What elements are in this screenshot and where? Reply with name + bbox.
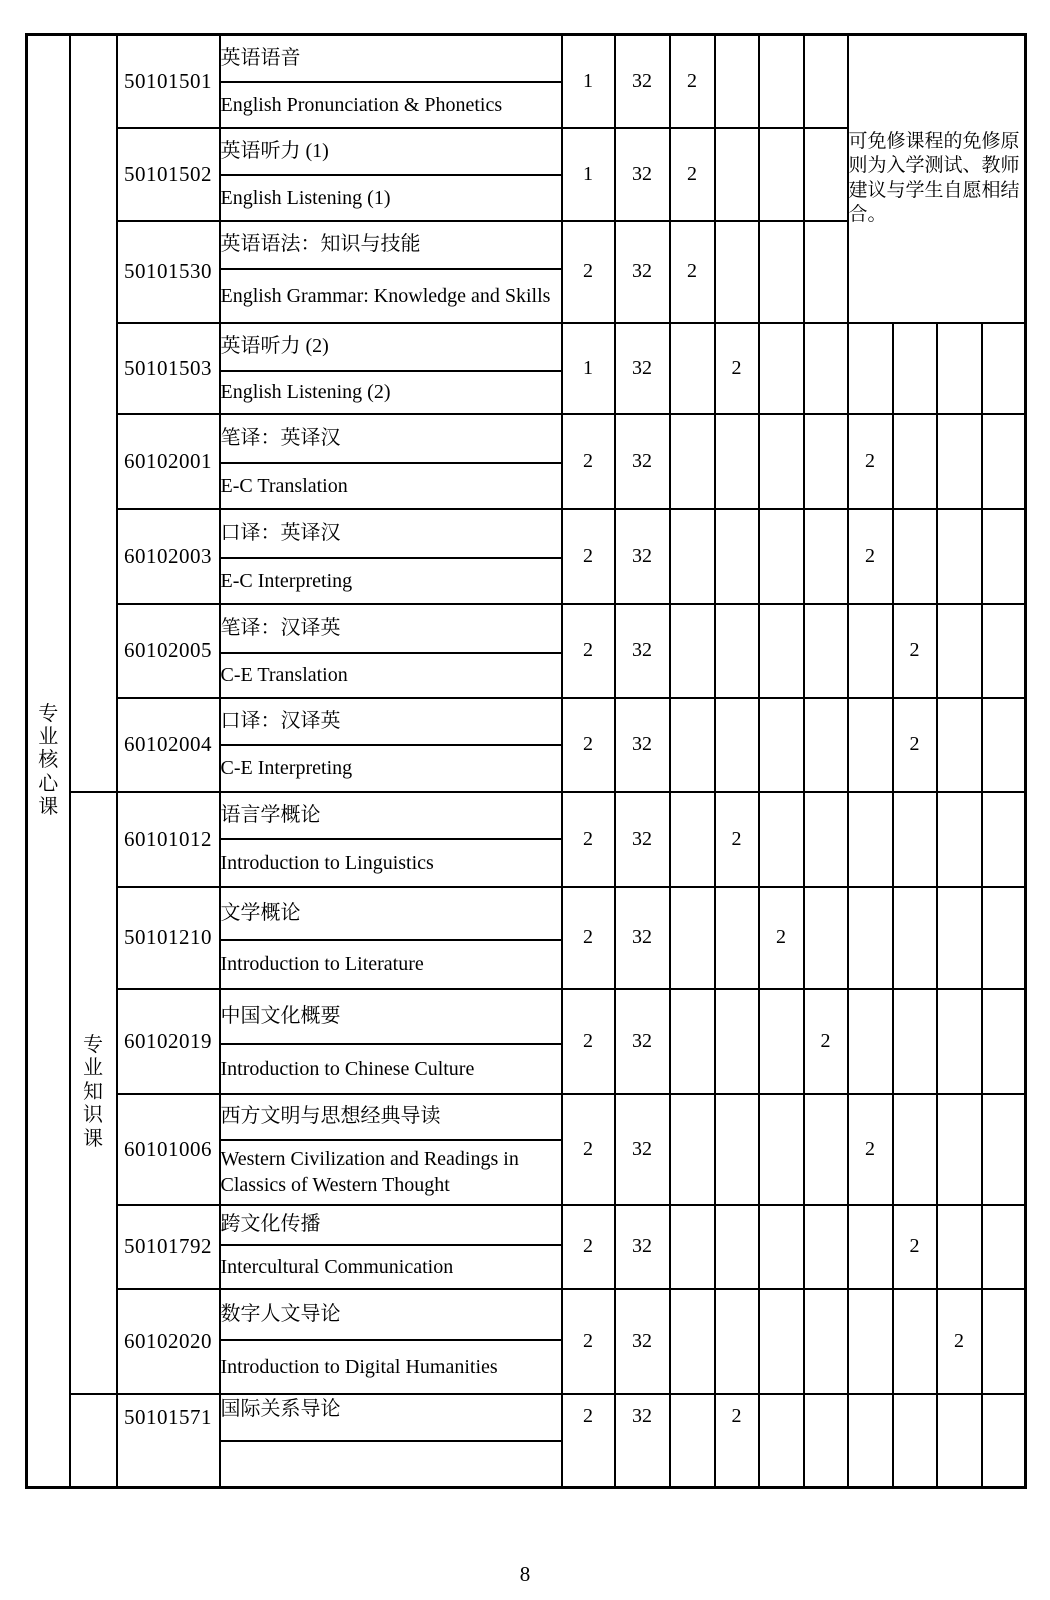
course-name-en: English Pronunciation & Phonetics [220,82,562,128]
semester-cell-5 [848,792,893,887]
semester-cell-1 [670,792,715,887]
credits-cell: 2 [562,887,615,989]
semester-cell-2 [715,989,759,1094]
course-row-cn [27,887,1026,940]
semester-cell-4 [804,887,848,989]
semester-cell-3: 2 [759,887,804,989]
semester-cell-4 [804,604,848,698]
course-row-cn [27,1094,1026,1140]
semester-cell-4 [804,792,848,887]
credits-cell: 2 [562,509,615,604]
hours-cell: 32 [615,1205,670,1289]
semester-cell-5 [848,323,893,414]
course-name-en: Introduction to Linguistics [220,839,562,887]
course-name-cn: 中国文化概要 [220,989,562,1044]
semester-cell-6 [893,414,937,509]
course-name-en: Introduction to Chinese Culture [220,1044,562,1094]
category-secondary-cell-label: 专业知识课 [83,1034,103,1150]
course-row-cn [27,1289,1026,1340]
course-name-cn: 口译：汉译英 [220,698,562,745]
credits-cell: 2 [562,414,615,509]
semester-cell-7 [937,792,982,887]
course-code: 50101530 [117,221,220,323]
hours-cell: 32 [615,414,670,509]
credits-cell: 1 [562,323,615,414]
semester-cell-4 [804,323,848,414]
category-secondary-empty-cell [70,35,117,792]
semester-cell-4 [804,1289,848,1394]
semester-cell-8 [982,323,1026,414]
hours-cell: 32 [615,509,670,604]
semester-cell-1 [670,509,715,604]
hours-cell: 32 [615,604,670,698]
course-code: 50101571 [117,1394,220,1488]
semester-cell-1 [670,1289,715,1394]
course-name-en: Intercultural Communication [220,1245,562,1289]
semester-cell-3 [759,1094,804,1205]
credits-cell: 2 [562,698,615,792]
semester-cell-7 [937,1094,982,1205]
semester-cell-1 [670,323,715,414]
course-code: 50101501 [117,35,220,128]
semester-cell-7 [937,698,982,792]
course-name-cn: 英语听力 (2) [220,323,562,371]
semester-cell-8 [982,604,1026,698]
semester-cell-1 [670,414,715,509]
course-code: 60102001 [117,414,220,509]
hours-cell: 32 [615,221,670,323]
course-name-cn: 文学概论 [220,887,562,940]
hours-cell: 32 [615,35,670,128]
semester-cell-7 [937,414,982,509]
course-code: 50101502 [117,128,220,221]
semester-cell-2: 2 [715,1394,759,1488]
semester-cell-6 [893,509,937,604]
semester-cell-8 [982,989,1026,1094]
semester-cell-1 [670,989,715,1094]
course-name-en: C-E Interpreting [220,745,562,792]
semester-cell-7 [937,887,982,989]
semester-cell-8 [982,698,1026,792]
semester-cell-2 [715,1094,759,1205]
semester-cell-2 [715,35,759,128]
curriculum-table-grid [25,33,1027,1489]
semester-cell-4 [804,221,848,323]
semester-cell-3 [759,1205,804,1289]
hours-cell: 32 [615,887,670,989]
course-code: 60101006 [117,1094,220,1205]
course-name-en: E-C Translation [220,463,562,509]
semester-cell-3 [759,128,804,221]
page-number: 8 [519,1562,531,1586]
semester-cell-4 [804,509,848,604]
curriculum-table [25,33,1027,1429]
course-name-cn: 英语听力 (1) [220,128,562,175]
course-row-cn [27,604,1026,653]
semester-cell-6: 2 [893,698,937,792]
category-primary-cell-label: 专业核心课 [38,702,59,819]
course-row-cn [27,35,1026,82]
course-name-en [220,1441,562,1488]
course-code: 50101503 [117,323,220,414]
semester-cell-6 [893,1289,937,1394]
semester-cell-4 [804,1205,848,1289]
credits-cell: 2 [562,1394,615,1488]
semester-cell-4 [804,1394,848,1488]
hours-cell: 32 [615,792,670,887]
semester-cell-7 [937,1205,982,1289]
course-name-cn: 跨文化传播 [220,1205,562,1245]
course-row-cn [27,414,1026,463]
semester-cell-5: 2 [848,509,893,604]
semester-cell-7 [937,604,982,698]
course-name-cn: 国际关系导论 [220,1394,562,1441]
semester-cell-3 [759,1394,804,1488]
semester-cell-8 [982,1394,1026,1488]
semester-cell-6 [893,1394,937,1488]
semester-cell-3 [759,323,804,414]
course-name-cn: 语言学概论 [220,792,562,839]
semester-cell-7 [937,323,982,414]
semester-cell-1: 2 [670,128,715,221]
semester-cell-6: 2 [893,1205,937,1289]
semester-cell-1: 2 [670,221,715,323]
course-code: 60102004 [117,698,220,792]
hours-cell: 32 [615,323,670,414]
semester-cell-2: 2 [715,323,759,414]
course-name-en: Western Civilization and Readings in Classics of Western Thought [220,1140,562,1205]
hours-cell: 32 [615,698,670,792]
course-name-en: Introduction to Digital Humanities [220,1340,562,1394]
semester-cell-1 [670,1205,715,1289]
course-name-en: E-C Interpreting [220,558,562,604]
course-row-cn [27,1394,1026,1441]
semester-cell-2: 2 [715,792,759,887]
credits-cell: 2 [562,604,615,698]
semester-cell-6 [893,887,937,989]
course-code: 60102005 [117,604,220,698]
category-secondary-cell [70,792,117,1394]
semester-cell-3 [759,1289,804,1394]
semester-cell-2 [715,221,759,323]
semester-cell-4 [804,1094,848,1205]
semester-cell-8 [982,414,1026,509]
semester-cell-2 [715,414,759,509]
semester-cell-1 [670,1394,715,1488]
semester-cell-2 [715,128,759,221]
semester-cell-3 [759,221,804,323]
semester-cell-4 [804,414,848,509]
semester-cell-5 [848,698,893,792]
course-code: 60102019 [117,989,220,1094]
course-code: 50101792 [117,1205,220,1289]
semester-cell-8 [982,1094,1026,1205]
category-next-group-cell [70,1394,117,1488]
course-name-en: English Listening (2) [220,371,562,414]
semester-cell-8 [982,509,1026,604]
semester-cell-2 [715,1289,759,1394]
course-row-cn [27,792,1026,839]
semester-cell-3 [759,604,804,698]
semester-cell-8 [982,887,1026,989]
credits-cell: 1 [562,35,615,128]
hours-cell: 32 [615,1394,670,1488]
course-row-cn [27,323,1026,371]
semester-cell-3 [759,989,804,1094]
semester-cell-7 [937,1394,982,1488]
semester-cell-5 [848,1289,893,1394]
semester-cell-7 [937,989,982,1094]
semester-cell-5 [848,887,893,989]
course-row-cn [27,989,1026,1044]
credits-cell: 2 [562,989,615,1094]
course-row-cn [27,509,1026,558]
course-name-cn: 笔译：英译汉 [220,414,562,463]
semester-cell-2 [715,887,759,989]
hours-cell: 32 [615,989,670,1094]
hours-cell: 32 [615,1094,670,1205]
semester-cell-6 [893,1094,937,1205]
semester-cell-3 [759,509,804,604]
semester-cell-3 [759,414,804,509]
semester-cell-4 [804,698,848,792]
credits-cell: 2 [562,1289,615,1394]
semester-cell-1 [670,887,715,989]
credits-cell: 2 [562,792,615,887]
course-code: 50101210 [117,887,220,989]
semester-cell-8 [982,1205,1026,1289]
semester-cell-2 [715,1205,759,1289]
category-primary-cell [27,35,70,1488]
semester-cell-3 [759,698,804,792]
semester-cell-1 [670,604,715,698]
semester-cell-1 [670,1094,715,1205]
course-name-cn: 口译：英译汉 [220,509,562,558]
course-name-cn: 英语语法：知识与技能 [220,221,562,269]
semester-cell-1: 2 [670,35,715,128]
semester-cell-7 [937,509,982,604]
semester-cell-2 [715,698,759,792]
course-rows [27,35,1026,1488]
semester-cell-2 [715,509,759,604]
course-name-cn: 英语语音 [220,35,562,82]
course-row-cn [27,1205,1026,1245]
course-code: 60101012 [117,792,220,887]
semester-cell-2 [715,604,759,698]
semester-cell-7: 2 [937,1289,982,1394]
semester-cell-6 [893,323,937,414]
semester-cell-5 [848,1394,893,1488]
course-name-cn: 西方文明与思想经典导读 [220,1094,562,1140]
hours-cell: 32 [615,1289,670,1394]
semester-cell-5 [848,989,893,1094]
credits-cell: 2 [562,1205,615,1289]
semester-cell-6 [893,989,937,1094]
semester-cell-5: 2 [848,414,893,509]
course-name-en: English Listening (1) [220,175,562,221]
semester-cell-5 [848,604,893,698]
course-row-cn [27,698,1026,745]
course-name-en: Introduction to Literature [220,940,562,989]
course-code: 60102003 [117,509,220,604]
semester-cell-4 [804,128,848,221]
course-name-cn: 数字人文导论 [220,1289,562,1340]
semester-cell-4: 2 [804,989,848,1094]
hours-cell: 32 [615,128,670,221]
credits-cell: 2 [562,221,615,323]
credits-cell: 2 [562,1094,615,1205]
semester-cell-5: 2 [848,1094,893,1205]
semester-cell-3 [759,35,804,128]
course-name-en: C-E Translation [220,653,562,698]
semester-cell-8 [982,1289,1026,1394]
semester-cell-6 [893,792,937,887]
semester-cell-5 [848,1205,893,1289]
remark-cell: 可免修课程的免修原则为入学测试、教师建议与学生自愿相结合。 [848,35,1026,323]
semester-cell-3 [759,792,804,887]
course-name-en: English Grammar: Knowledge and Skills [220,269,562,323]
course-code: 60102020 [117,1289,220,1394]
semester-cell-8 [982,792,1026,887]
course-name-cn: 笔译：汉译英 [220,604,562,653]
semester-cell-4 [804,35,848,128]
credits-cell: 1 [562,128,615,221]
semester-cell-6: 2 [893,604,937,698]
semester-cell-1 [670,698,715,792]
